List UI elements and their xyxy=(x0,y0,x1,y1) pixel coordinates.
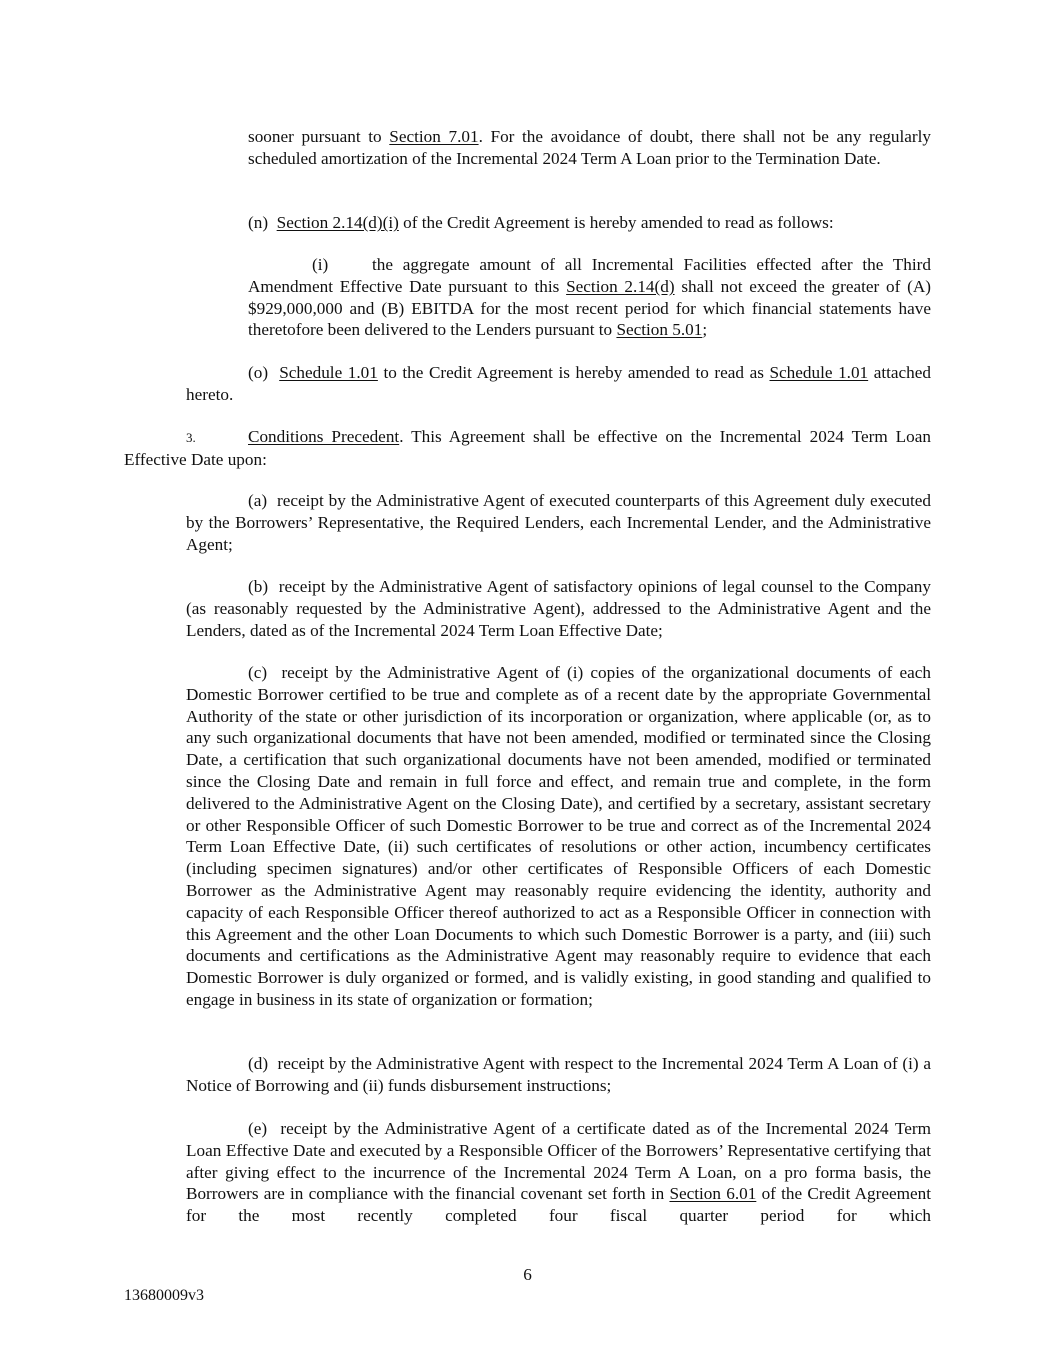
schedule-reference: Schedule 1.01 xyxy=(769,363,869,382)
text: receipt by the Administrative Agent of a certificate dated as of the Incremental 2024 Term Loan Effective Date and executed by a Responsible Officer of the Borrowers’ Representative certifying that after giving effect to the incurrence of the Incremental 2024 Term A Loan, on a pro forma basis, the Borrowers are in compliance with the financial covenant set forth in xyxy=(186,1119,931,1204)
text: to the Credit Agreement is hereby amended to read as xyxy=(377,363,770,382)
section-reference: Section 2.14(d)(i) xyxy=(276,213,399,232)
section-reference: Section 7.01 xyxy=(389,127,479,146)
text: attached hereto. xyxy=(186,363,931,404)
paragraph-c xyxy=(186,662,931,1011)
paragraph-label: (a) xyxy=(248,491,268,510)
text: of the Credit Agreement is hereby amended to read as follows: xyxy=(398,213,834,232)
text: of the Credit Agreement for the most recently completed four fiscal quarter period for which xyxy=(186,1184,932,1226)
text: the aggregate amount of all Incremental Facilities effected after the Third Amendment Effective Date pursuant to this xyxy=(248,255,931,296)
paragraph-m-continuation xyxy=(248,126,931,170)
paragraph-n xyxy=(248,212,931,234)
page-number: 6 xyxy=(523,1265,532,1284)
paragraph-o xyxy=(186,362,931,406)
clause-label: (i) xyxy=(312,255,329,274)
paragraph-label: (o) xyxy=(248,363,269,382)
paragraph-label: (n) xyxy=(248,213,269,232)
paragraph-e xyxy=(186,1118,931,1227)
text: shall not exceed the greater of (A) $929,000,000 and (B) EBITDA for the most recent period for which financial statements have theretofore been delivered to the Lenders pursuant to xyxy=(248,276,931,340)
section-reference: Section 5.01 xyxy=(616,320,703,340)
text: receipt by the Administrative Agent of satisfactory opinions of legal counsel to the Company (as reasonably requested by the Administrative Agent), addressed to the Administrative Agent and the Lenders, dated as of the Incremental 2024 Term Loan Effective Date; xyxy=(186,577,931,640)
document-id: 13680009v3 xyxy=(124,1287,204,1304)
text: . This Agreement shall be effective on the Incremental 2024 Term Loan Effective Date upon: xyxy=(124,427,931,469)
paragraph-n-i xyxy=(248,254,931,341)
schedule-reference: Schedule 1.01 xyxy=(279,363,378,382)
text: receipt by the Administrative Agent of (i) copies of the organizational documents of each Domestic Borrower certified to be true and complete as of a recent date by the appropriate Governmental Authority of the state or other jurisdiction of its incorporation or organization, where applicable (or, as to any such organizational documents that have not been amended, modified or terminated since the Closing Date, a certification that such organizational documents have not been amended, modified or terminated since the Closing Date and remain in full force and effect, and remain true and complete, in the form delivered to the Administrative Agent on the Closing Date), and certified by a secretary, assistant secretary or other Responsible Officer of such Domestic Borrower to be true and correct as of the Incremental 2024 Term Loan Effective Date, (ii) such certificates of resolutions or other action, incumbency certificates (including specimen signatures) and/or other certificates of Responsible Officers of each Domestic Borrower as the Administrative Agent may reasonably require evidencing the identity, authority and capacity of each Responsible Officer thereof authorized to act as a Responsible Officer in connection with this Agreement and the other Loan Documents to which such Domestic Borrower is a party, and (iii) such documents and certifications as the Administrative Agent may reasonably require to evidence that each Domestic Borrower is duly organized or formed, and is validly existing, in good standing and qualified to engage in business in its state of organization or formation; xyxy=(186,663,931,1009)
text: receipt by the Administrative Agent with respect to the Incremental 2024 Term A Loan of (i) a Notice of Borrowing and (ii) funds disbursement instructions; xyxy=(186,1054,931,1095)
section-number: 3. xyxy=(186,430,196,445)
paragraph-d xyxy=(186,1053,931,1097)
paragraph-label: (b) xyxy=(248,577,269,596)
paragraph-a xyxy=(186,490,931,555)
section-heading: Conditions Precedent xyxy=(248,427,400,446)
paragraph-label: (c) xyxy=(248,663,268,682)
text: ; xyxy=(702,320,708,340)
text: . For the avoidance of doubt, there shall not be any regularly scheduled amortization of the Incremental 2024 Term A Loan prior to the Termination Date. xyxy=(248,127,932,168)
paragraph-b xyxy=(186,576,931,641)
text: receipt by the Administrative Agent of executed counterparts of this Agreement duly executed by the Borrowers’ Representative, the Required Lenders, each Incremental Lender, and the Administrative Agent; xyxy=(186,491,932,554)
section-3 xyxy=(124,426,931,471)
section-reference: Section 2.14(d) xyxy=(566,276,675,296)
paragraph-label: (d) xyxy=(248,1054,269,1073)
paragraph-label: (e) xyxy=(248,1119,268,1138)
text: sooner pursuant to xyxy=(248,127,390,146)
section-reference: Section 6.01 xyxy=(669,1184,757,1204)
